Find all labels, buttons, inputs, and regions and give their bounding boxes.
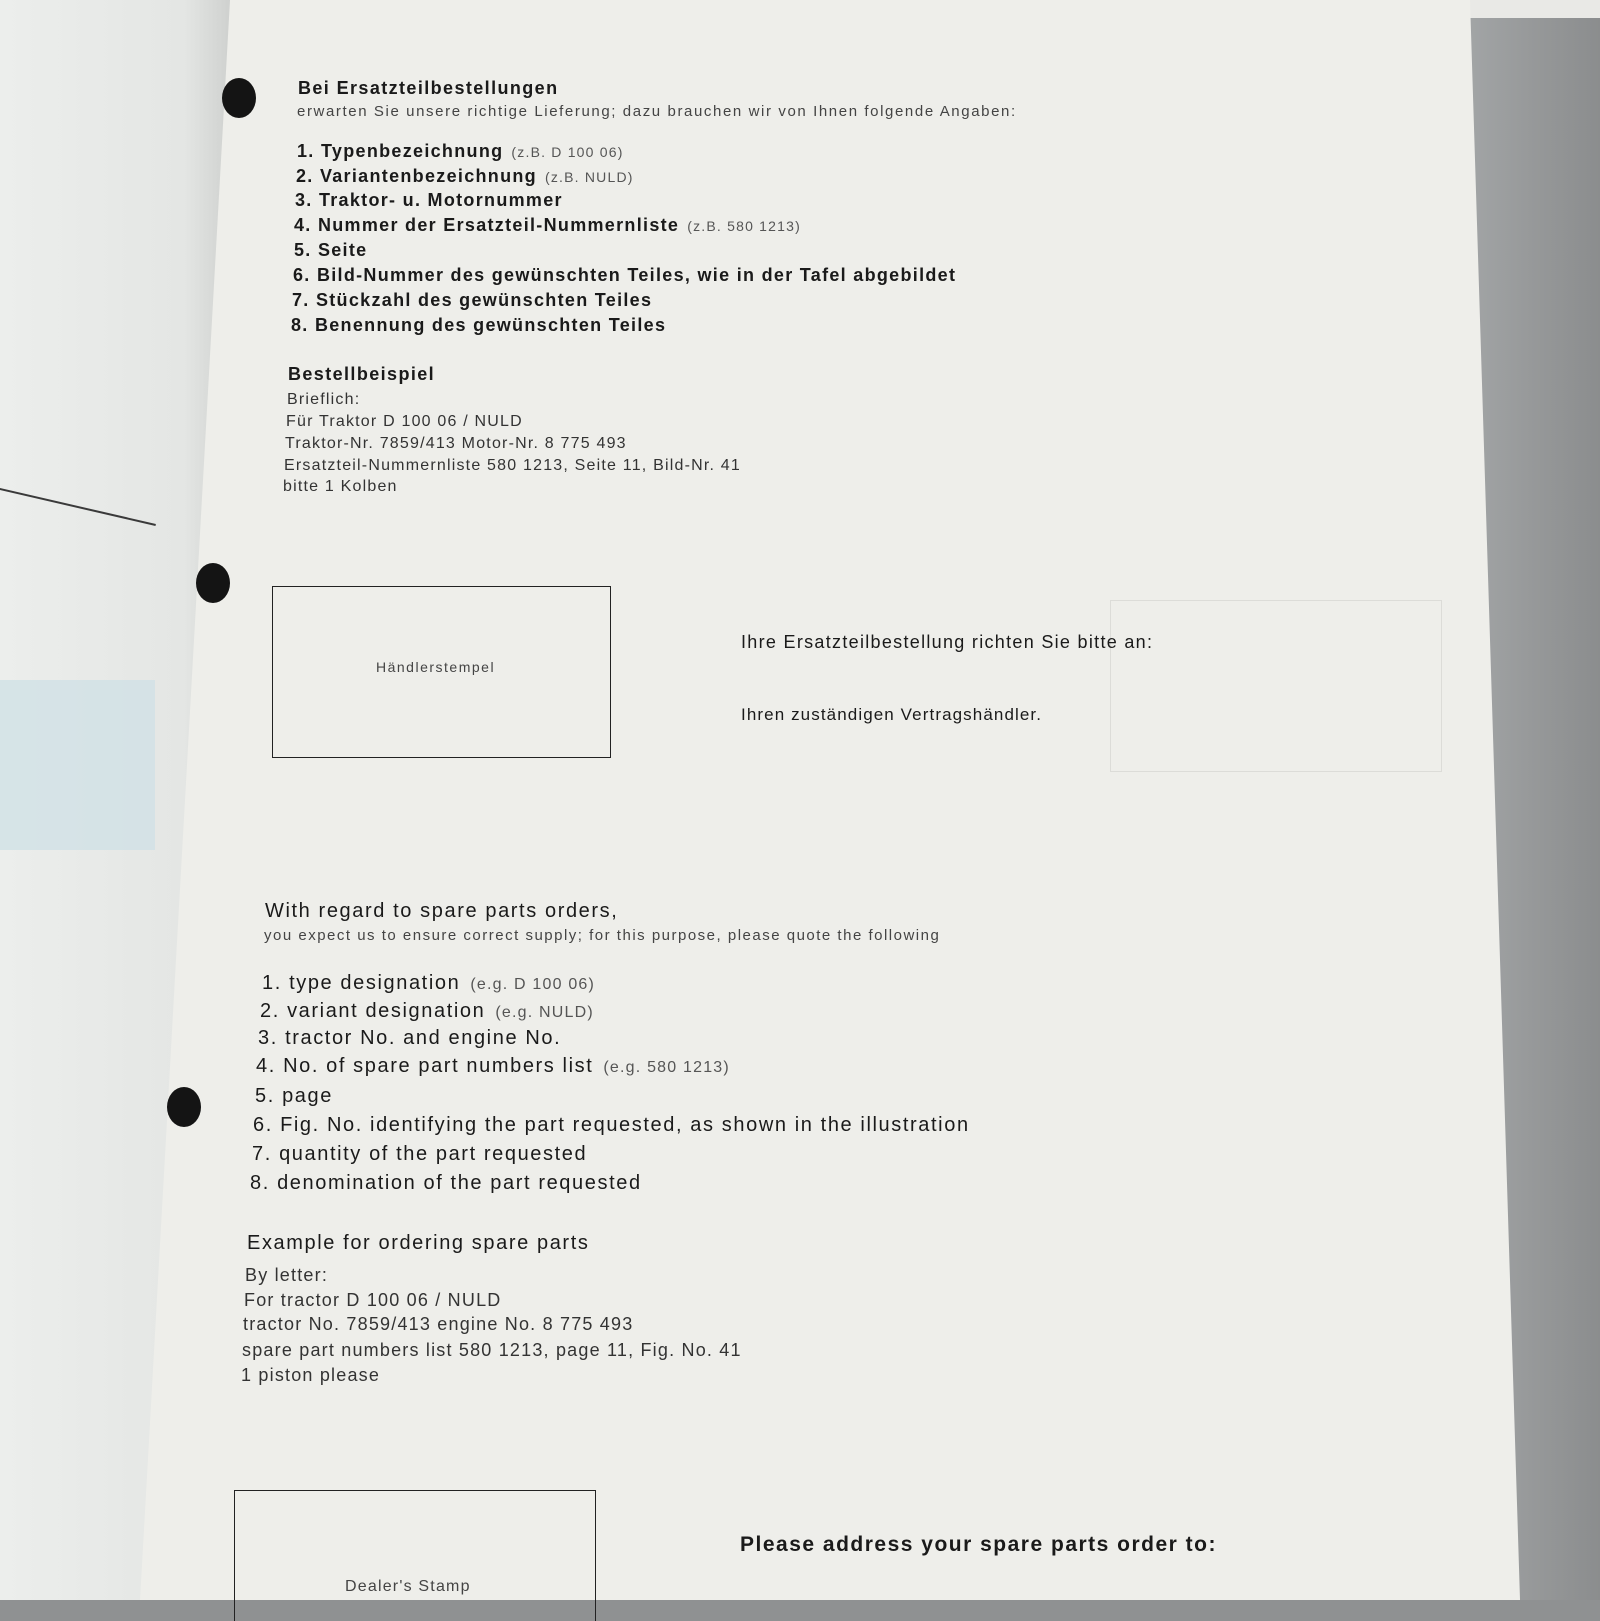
en-heading: With regard to spare parts orders, <box>265 900 619 922</box>
de-list-item: 4. Nummer der Ersatzteil-Nummernliste (z.B. 580 1213) <box>294 215 801 235</box>
de-list-item: 8. Benennung des gewünschten Teiles <box>291 315 667 335</box>
en-example-heading: Example for ordering spare parts <box>247 1232 590 1254</box>
left-page-print <box>0 680 155 850</box>
en-list-item: 3. tractor No. and engine No. <box>258 1027 562 1049</box>
en-example-line: By letter: <box>245 1265 329 1285</box>
de-list-item: 5. Seite <box>294 240 368 260</box>
de-example-line: Brieflich: <box>287 391 361 408</box>
en-list-item: 4. No. of spare part numbers list (e.g. 580 1213) <box>256 1055 730 1077</box>
en-list-item: 2. variant designation (e.g. NULD) <box>260 1000 594 1022</box>
de-address-heading: Ihre Ersatzteilbestellung richten Sie bitte an: <box>741 632 1154 652</box>
en-address-heading: Please address your spare parts order to: <box>740 1533 1217 1556</box>
bleed-through-box <box>1110 600 1442 772</box>
de-list-item: 6. Bild-Nummer des gewünschten Teiles, wie in der Tafel abgebildet <box>293 265 957 285</box>
dealer-stamp-box-en <box>234 1490 596 1621</box>
backdrop-paper-corner <box>1470 0 1600 18</box>
left-page-line <box>0 488 156 526</box>
de-example-heading: Bestellbeispiel <box>288 364 436 384</box>
dealer-stamp-label-de: Händlerstempel <box>376 659 496 675</box>
de-example-line: Traktor-Nr. 7859/413 Motor-Nr. 8 775 493 <box>285 435 627 452</box>
de-list-item: 2. Variantenbezeichnung (z.B. NULD) <box>296 166 634 186</box>
en-list-item: 5. page <box>255 1085 333 1107</box>
en-example-line: For tractor D 100 06 / NULD <box>244 1290 502 1310</box>
en-list-item: 6. Fig. No. identifying the part requested, as shown in the illustration <box>253 1114 970 1136</box>
de-address-value: Ihren zuständigen Vertragshändler. <box>741 705 1043 724</box>
punch-hole <box>196 563 230 603</box>
en-example-line: tractor No. 7859/413 engine No. 8 775 493 <box>243 1314 634 1334</box>
de-example-line: Für Traktor D 100 06 / NULD <box>286 413 523 430</box>
dealer-stamp-label-en: Dealer's Stamp <box>345 1578 471 1595</box>
en-list-item: 1. type designation (e.g. D 100 06) <box>262 972 596 994</box>
punch-hole <box>222 78 256 118</box>
de-list-item: 7. Stückzahl des gewünschten Teiles <box>292 290 653 310</box>
en-example-line: spare part numbers list 580 1213, page 11, Fig. No. 41 <box>242 1340 742 1360</box>
de-intro: erwarten Sie unsere richtige Lieferung; dazu brauchen wir von Ihnen folgende Angaben: <box>297 103 1017 120</box>
en-example-line: 1 piston please <box>241 1365 381 1385</box>
de-list-item: 3. Traktor- u. Motornummer <box>295 190 563 210</box>
de-heading: Bei Ersatzteilbestellungen <box>298 78 559 98</box>
de-example-line: bitte 1 Kolben <box>283 478 398 495</box>
en-list-item: 8. denomination of the part requested <box>250 1172 642 1194</box>
en-list-item: 7. quantity of the part requested <box>252 1143 588 1165</box>
de-example-line: Ersatzteil-Nummernliste 580 1213, Seite 11, Bild-Nr. 41 <box>284 457 741 474</box>
de-list-item: 1. Typenbezeichnung (z.B. D 100 06) <box>297 141 624 161</box>
punch-hole <box>167 1087 201 1127</box>
en-intro: you expect us to ensure correct supply; for this purpose, please quote the following <box>264 927 941 944</box>
